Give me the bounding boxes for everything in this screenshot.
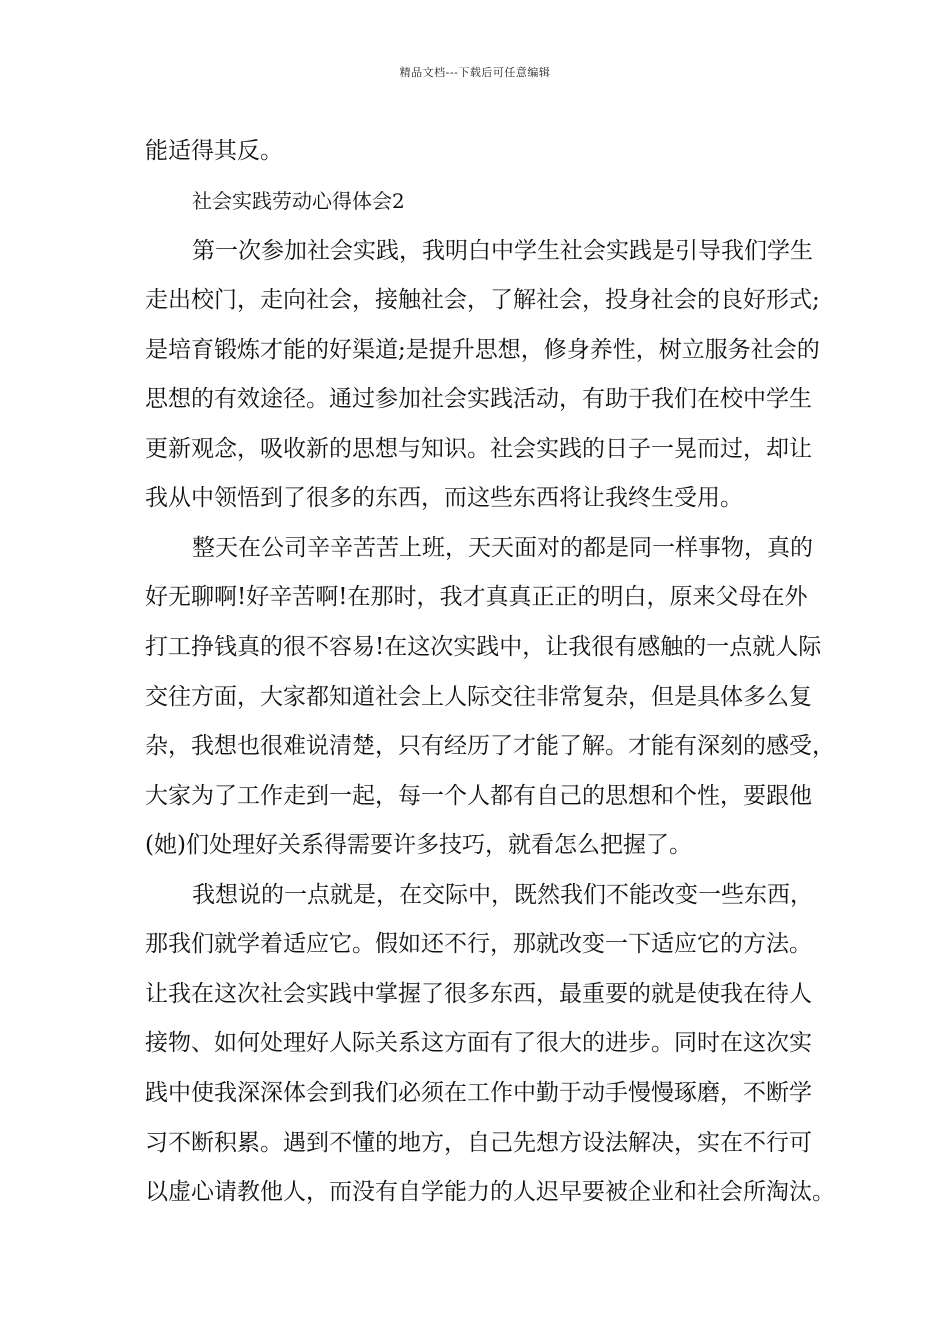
text-line: 整天在公司辛辛苦苦上班，天天面对的都是同一样事物，真的 — [192, 535, 813, 561]
text-line: 能适得其反。 — [145, 138, 283, 164]
text-line: 大家为了工作走到一起，每一个人都有自己的思想和个性，要跟他 — [145, 783, 812, 809]
text-line: 是培育锻炼才能的好渠道;是提升思想，修身养性，树立服务社会的 — [145, 337, 820, 363]
text-line: 好无聊啊!好辛苦啊!在那时，我才真真正正的明白，原来父母在外 — [145, 584, 808, 610]
text-line: 打工挣钱真的很不容易!在这次实践中，让我很有感触的一点就人际 — [145, 634, 822, 660]
text-line: 习不断积累。遇到不懂的地方，自己先想方设法解决，实在不行可 — [145, 1130, 812, 1156]
text-line: 杂，我想也很难说清楚，只有经历了才能了解。才能有深刻的感受， — [145, 733, 835, 759]
text-line: 更新观念，吸收新的思想与知识。社会实践的日子一晃而过，却让 — [145, 436, 812, 462]
text-line: 接物、如何处理好人际关系这方面有了很大的进步。同时在这次实 — [145, 1030, 812, 1056]
text-line: 思想的有效途径。通过参加社会实践活动，有助于我们在校中学生 — [145, 386, 812, 412]
text-line: 让我在这次社会实践中掌握了很多东西，最重要的就是使我在待人 — [145, 981, 812, 1007]
section-title: 社会实践劳动心得体会2 — [192, 189, 405, 213]
page-header: 精品文档---下载后可任意编辑 — [399, 66, 551, 79]
text-line: 交往方面，大家都知道社会上人际交往非常复杂，但是具体多么复 — [145, 684, 812, 710]
text-line: 以虚心请教他人，而没有自学能力的人迟早要被企业和社会所淘汰。 — [145, 1179, 835, 1205]
text-line: 第一次参加社会实践，我明白中学生社会实践是引导我们学生 — [192, 238, 813, 264]
text-line: 践中使我深深体会到我们必须在工作中勤于动手慢慢琢磨，不断学 — [145, 1080, 812, 1106]
text-line: 那我们就学着适应它。假如还不行，那就改变一下适应它的方法。 — [145, 931, 812, 957]
text-line: (她)们处理好关系得需要许多技巧，就看怎么把握了。 — [145, 832, 692, 858]
text-line: 走出校门，走向社会，接触社会，了解社会，投身社会的良好形式; — [145, 287, 820, 313]
text-line: 我想说的一点就是，在交际中，既然我们不能改变一些东西， — [192, 882, 813, 908]
text-line: 我从中领悟到了很多的东西，而这些东西将让我终生受用。 — [145, 485, 743, 511]
